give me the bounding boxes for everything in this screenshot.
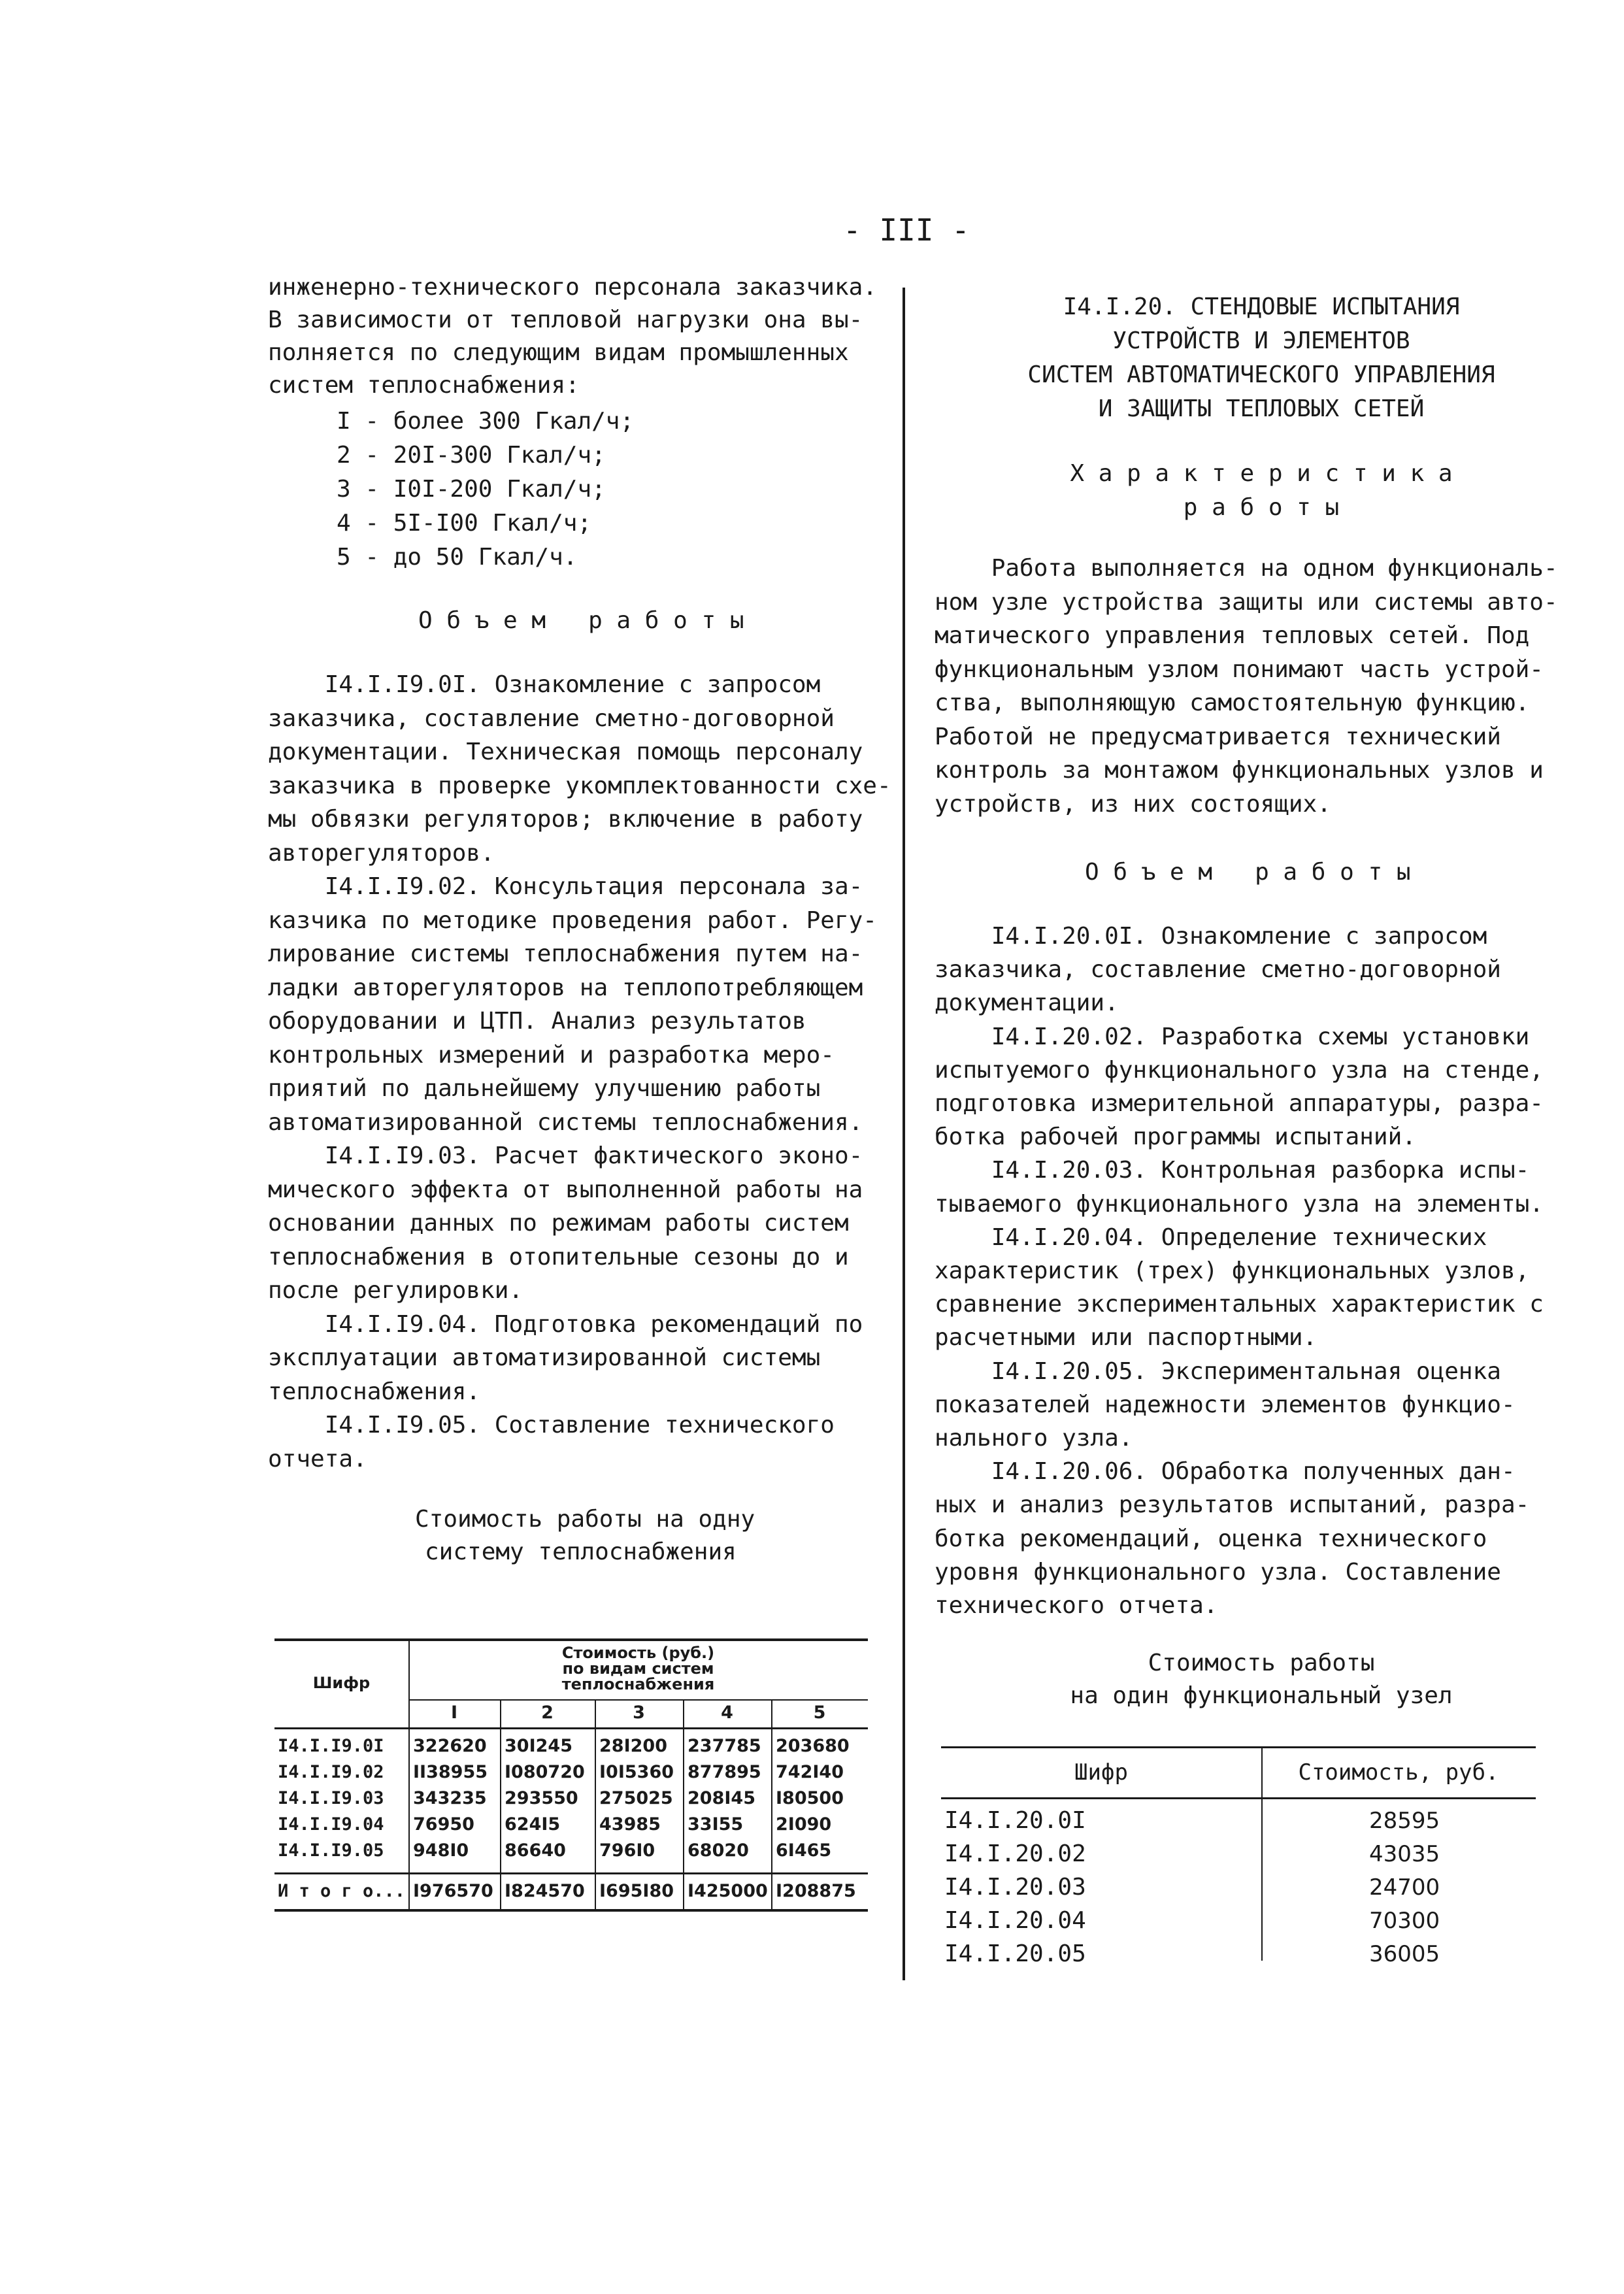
- table-row-code: I4.I.20.05: [944, 1940, 1086, 1967]
- text-line: I4.I.I9.0I. Ознакомление с запросом: [268, 671, 821, 698]
- table-cell: 76950: [413, 1814, 474, 1835]
- text-line: уровня функционального узла. Составление: [935, 1558, 1501, 1586]
- table-cell: 203680: [776, 1736, 850, 1756]
- table-cell: 86640: [505, 1840, 566, 1861]
- load-item: I - более 300 Гкал/ч;: [337, 408, 635, 435]
- table-row-code: I4.I.I9.05: [278, 1840, 384, 1861]
- load-item: 4 - 5I-I00 Гкал/ч;: [337, 510, 592, 537]
- text-line: I4.I.20.04. Определение технических: [935, 1223, 1487, 1251]
- table-cell: 30I245: [505, 1736, 572, 1756]
- table-row-value: 28595: [1369, 1808, 1440, 1834]
- table-row-code: I4.I.20.03: [944, 1874, 1086, 1901]
- text-line: I4.I.I9.05. Составление технического: [268, 1412, 835, 1438]
- table-row-code: I4.I.I9.04: [278, 1814, 384, 1835]
- table-header-cost: Стоимость, руб.: [1298, 1759, 1499, 1786]
- text-line: приятий по дальнейшему улучшению работы: [268, 1075, 821, 1102]
- table-total-cell: I425000: [688, 1881, 768, 1901]
- table-cell: I080720: [505, 1762, 585, 1782]
- section-title: I4.I.20. СТЕНДОВЫЕ ИСПЫТАНИЯ: [1063, 293, 1460, 320]
- table-col-header: 2: [541, 1703, 554, 1723]
- text-line: тываемого функционального узла на элементы.: [935, 1190, 1544, 1218]
- table-header-code: Шифр: [1074, 1759, 1128, 1786]
- table-cell: 237785: [688, 1736, 761, 1756]
- table-row-value: 43035: [1369, 1841, 1440, 1867]
- page-number: - III -: [843, 212, 970, 248]
- text-line: матического управления тепловых сетей. Под: [935, 622, 1530, 649]
- table-header-cost: по видам систем: [562, 1659, 714, 1678]
- text-line: документации.: [935, 989, 1119, 1017]
- intro-line: полняется по следующим видам промышленных: [268, 339, 849, 366]
- table-cell: I0I5360: [599, 1762, 674, 1782]
- text-line: заказчика, составление сметно-договорной: [935, 956, 1501, 984]
- scope-heading: О б ъ е м р а б о т ы: [1085, 859, 1411, 886]
- text-line: документации. Техническая помощь персоналу: [268, 739, 863, 765]
- table-row-value: 36005: [1369, 1941, 1440, 1967]
- table-cell: 877895: [688, 1762, 761, 1782]
- text-line: I4.I.20.05. Экспериментальная оценка: [935, 1357, 1501, 1385]
- text-line: I4.I.20.0I. Ознакомление с запросом: [935, 923, 1487, 950]
- text-line: нального узла.: [935, 1425, 1133, 1452]
- table-header-cost: Стоимость (руб.): [561, 1644, 715, 1662]
- text-line: функциональным узлом понимают часть устрой-: [935, 656, 1544, 683]
- load-item: 5 - до 50 Гкал/ч.: [337, 544, 578, 571]
- table-total-cell: I208875: [776, 1881, 856, 1901]
- text-line: I4.I.20.02. Разработка схемы установки: [935, 1023, 1530, 1050]
- cost-title: на один функциональный узел: [1070, 1682, 1453, 1709]
- text-line: мы обвязки регуляторов; включение в работу: [268, 806, 863, 833]
- table-col-header: I: [450, 1703, 458, 1723]
- table-cell: 28I200: [599, 1736, 667, 1756]
- table-cell: I80500: [776, 1788, 844, 1808]
- table-cell: 624I5: [505, 1814, 561, 1835]
- text-line: автоматизированной системы теплоснабжения.: [268, 1108, 863, 1136]
- table-cell: 322620: [413, 1736, 487, 1756]
- text-line: основании данных по режимам работы систем: [268, 1210, 849, 1237]
- text-line: ных и анализ результатов испытаний, разра-: [935, 1491, 1530, 1519]
- text-line: подготовка измерительной аппаратуры, разра-: [935, 1090, 1544, 1117]
- text-line: I4.I.I9.04. Подготовка рекомендаций по: [268, 1310, 863, 1338]
- cost-title: Стоимость работы на одну: [415, 1506, 755, 1533]
- text-line: ботка рекомендаций, оценка технического: [935, 1525, 1487, 1552]
- text-line: лирование системы теплоснабжения путем на-: [268, 940, 863, 967]
- table-total-cell: I695I80: [599, 1881, 674, 1901]
- text-line: контроль за монтажом функциональных узлов и: [935, 757, 1544, 784]
- table-cell: 6I465: [776, 1840, 832, 1861]
- section-title: СИСТЕМ АВТОМАТИЧЕСКОГО УПРАВЛЕНИЯ: [1027, 361, 1495, 388]
- table-row-value: 70300: [1369, 1908, 1440, 1934]
- text-line: испытуемого функционального узла на стенде,: [935, 1056, 1544, 1084]
- text-line: после регулировки.: [268, 1277, 523, 1304]
- table-total-cell: I976570: [413, 1881, 493, 1901]
- characteristic-heading: Х а р а к т е р и с т и к а: [1070, 460, 1453, 487]
- table-row-code: I4.I.I9.03: [278, 1788, 384, 1808]
- section-title: И ЗАЩИТЫ ТЕПЛОВЫХ СЕТЕЙ: [1098, 395, 1425, 422]
- text-line: заказчика, составление сметно-договорной: [268, 705, 835, 732]
- table-col-header: 4: [721, 1703, 733, 1723]
- table-col-header: 3: [633, 1703, 645, 1723]
- text-line: сравнение экспериментальных характеристик с: [935, 1291, 1544, 1318]
- table-cell: 68020: [688, 1840, 749, 1861]
- table-cell: 43985: [599, 1814, 661, 1835]
- table-cell: 742I40: [776, 1762, 844, 1782]
- text-line: Работой не предусматривается технический: [935, 723, 1501, 750]
- table-row-code: I4.I.I9.02: [278, 1762, 384, 1782]
- table-row-code: I4.I.I9.0I: [278, 1736, 384, 1756]
- text-line: мического эффекта от выполненной работы на: [268, 1176, 863, 1203]
- cost-title: Стоимость работы: [1148, 1650, 1375, 1676]
- text-line: оборудовании и ЦТП. Анализ результатов: [268, 1008, 806, 1035]
- text-line: I4.I.20.06. Обработка полученных дан-: [935, 1458, 1516, 1486]
- load-item: 3 - I0I-200 Гкал/ч;: [337, 476, 606, 503]
- text-line: эксплуатации автоматизированной системы: [268, 1344, 821, 1371]
- table-cell: 343235: [413, 1788, 487, 1808]
- text-line: I4.I.20.03. Контрольная разборка испы-: [935, 1157, 1530, 1184]
- characteristic-heading: р а б о т ы: [1183, 494, 1340, 521]
- table-cell: 208I45: [688, 1788, 755, 1808]
- table-row-value: 24700: [1369, 1874, 1440, 1901]
- table-cell: 2I090: [776, 1814, 832, 1835]
- text-line: контрольных измерений и разработка меро-: [268, 1041, 835, 1069]
- table-row-code: I4.I.20.02: [944, 1840, 1086, 1867]
- text-line: ладки авторегуляторов на теплопотребляющем: [268, 974, 863, 1001]
- table-cell: 293550: [505, 1788, 578, 1808]
- cost-title: систему теплоснабжения: [425, 1538, 737, 1565]
- text-line: расчетными или паспортными.: [935, 1324, 1317, 1352]
- column-divider: [903, 288, 905, 1980]
- text-line: показателей надежности элементов функцио-: [935, 1391, 1516, 1418]
- scope-heading: О б ъ е м р а б о т ы: [418, 607, 744, 634]
- table-cell: 275025: [599, 1788, 673, 1808]
- table-cell: 33I55: [688, 1814, 744, 1835]
- text-line: ства, выполняющую самостоятельную функцию.: [935, 690, 1530, 716]
- text-line: технического отчета.: [935, 1592, 1218, 1619]
- text-line: I4.I.I9.03. Расчет фактического эконо-: [268, 1142, 863, 1169]
- text-line: ном узле устройства защиты или системы авто-: [935, 588, 1558, 616]
- table-cell: II38955: [413, 1762, 488, 1782]
- text-line: заказчика в проверке укомплектованности схе-: [268, 772, 891, 799]
- intro-line: систем теплоснабжения:: [268, 372, 580, 399]
- text-line: отчета.: [268, 1445, 367, 1472]
- table-header-cost: теплоснабжения: [561, 1675, 715, 1693]
- table-total-cell: I824570: [505, 1881, 585, 1901]
- text-line: ботка рабочей программы испытаний.: [935, 1123, 1416, 1151]
- load-item: 2 - 20I-300 Гкал/ч;: [337, 442, 606, 469]
- table-header-code: Шифр: [312, 1674, 371, 1692]
- table-row-code: I4.I.20.0I: [944, 1807, 1086, 1834]
- table-total-label: И т о г о...: [278, 1881, 406, 1901]
- text-line: казчика по методике проведения работ. Регу-: [268, 906, 877, 934]
- text-line: Работа выполняется на одном функциональ-: [935, 555, 1558, 582]
- text-line: теплоснабжения.: [268, 1378, 481, 1405]
- table-cell: 796I0: [599, 1840, 655, 1861]
- intro-line: В зависимости от тепловой нагрузки она вы-: [268, 307, 863, 333]
- text-line: авторегуляторов.: [268, 839, 495, 867]
- text-line: устройств, из них состоящих.: [935, 790, 1331, 818]
- text-line: характеристик (трех) функциональных узлов,: [935, 1257, 1530, 1284]
- table-row-code: I4.I.20.04: [944, 1907, 1086, 1934]
- intro-line: инженерно-технического персонала заказчика.: [268, 274, 877, 301]
- section-title: УСТРОЙСТВ И ЭЛЕМЕНТОВ: [1112, 327, 1410, 354]
- text-line: теплоснабжения в отопительные сезоны до и: [268, 1243, 849, 1271]
- table-cell: 948I0: [413, 1840, 469, 1861]
- text-line: I4.I.I9.02. Консультация персонала за-: [268, 873, 863, 900]
- table-col-header: 5: [813, 1703, 826, 1723]
